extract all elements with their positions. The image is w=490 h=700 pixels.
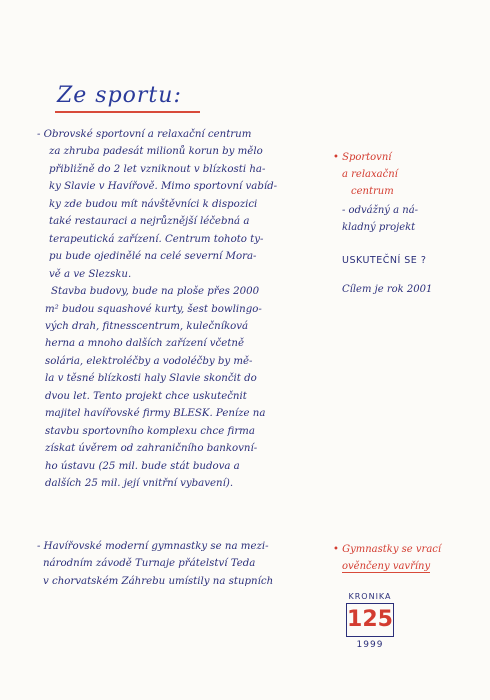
text-line: dalších 25 mil. její vnitřní vybavení). [45, 478, 234, 490]
stamp-label: KRONIKA [348, 592, 392, 601]
side-note-goal: Cílem je rok 2001 [342, 284, 433, 295]
text-line: - Havířovské moderní gymnastky se na mezi- [37, 541, 269, 552]
text-line: pu bude ojedinělé na celé severní Mora- [49, 251, 257, 263]
text-line: solária, elektroléčby a vodoléčby by mě- [45, 355, 253, 367]
text-line: ky Slavie v Havířově. Mimo sportovní vabíd- [49, 181, 278, 193]
main-article-gymnastics [37, 538, 327, 590]
bullet-icon: • [333, 544, 339, 555]
text-line: majitel havířovské firmy BLESK. Peníze na [45, 408, 266, 420]
main-article-sports-center [37, 126, 327, 493]
text-line: v chorvatském Záhrebu umístily na stupních [43, 575, 274, 587]
side-note-line: Sportovní [342, 152, 392, 163]
side-note-line: ověnčeny vavříny [342, 561, 431, 572]
side-note-subline: kladný projekt [342, 222, 416, 233]
text-line: za zhruba padesát milionů korun by mělo [49, 146, 263, 158]
text-line: la v těsné blízkosti haly Slavie skončit do [45, 373, 257, 385]
text-line: přibližně do 2 let vzniknout v blízkosti ha- [49, 163, 266, 175]
text-line: terapeutická zařízení. Centrum tohoto ty- [49, 233, 264, 245]
text-line: získat úvěrem od zahraničního bankovní- [45, 443, 258, 455]
text-line: - Obrovské sportovní a relaxační centrum [37, 129, 252, 140]
text-line: vě a ve Slezsku. [49, 268, 132, 280]
text-line: m² budou squashové kurty, šest bowlingo- [45, 303, 262, 315]
side-note-line: a relaxační [342, 169, 398, 180]
title-underline [55, 111, 200, 113]
text-line: národním závodě Turnaje přátelství Teda [43, 558, 256, 570]
text-line: stavbu sportovního komplexu chce firma [45, 425, 255, 437]
page-number: 125 [346, 603, 394, 637]
text-line: ho ústavu (25 mil. bude stát budova a [45, 460, 240, 472]
side-note-gymnastics [333, 541, 441, 575]
bullet-icon: • [333, 152, 339, 163]
side-note-line: Gymnastky se vrací [342, 544, 442, 555]
side-note-realize: USKUTEČNÍ SE ? [342, 255, 427, 266]
side-note-line: centrum [351, 186, 394, 197]
text-line: Stavba budovy, bude na ploše přes 2000 [51, 286, 260, 298]
side-note-subline: - odvážný a ná- [342, 205, 419, 216]
page-number-stamp [340, 592, 400, 650]
text-line: také restauraci a nejrůznější léčebná a [49, 216, 250, 228]
page-title: Ze sportu: [57, 83, 182, 108]
text-line: herna a mnoho dalších zařízení včetně [45, 338, 244, 350]
side-note-sports-center [333, 149, 432, 298]
text-line: vých drah, fitnesscentrum, kulečníková [45, 320, 249, 332]
text-line: dvou let. Tento projekt chce uskutečnit [45, 390, 247, 402]
stamp-year: 1999 [356, 640, 384, 650]
text-line: ky zde budou mít návštěvníci k dispozici [49, 198, 258, 210]
